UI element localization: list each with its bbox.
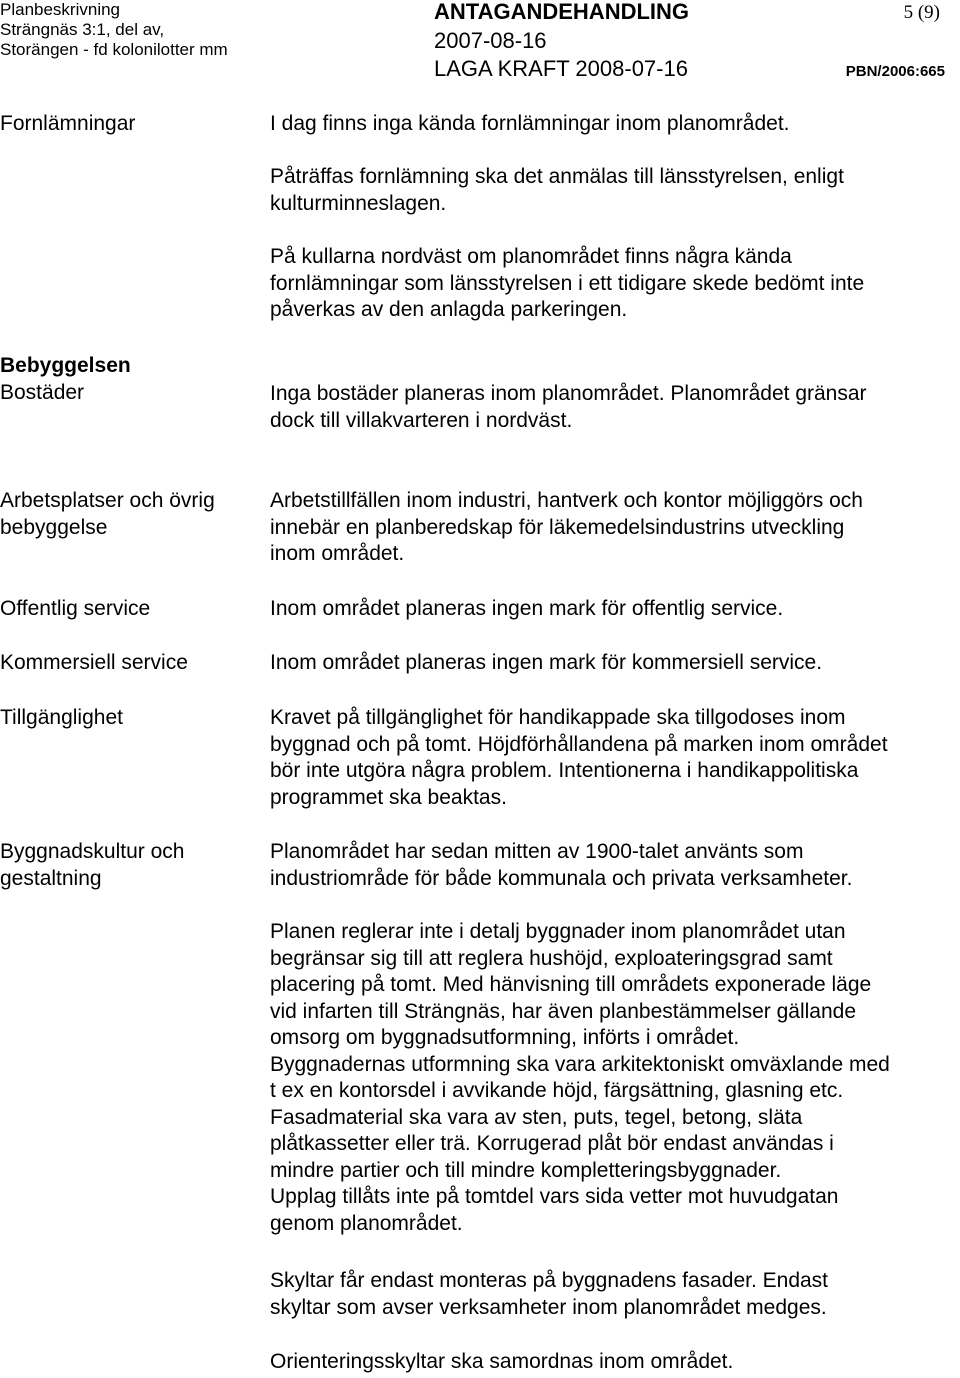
- heading-byggnadskultur: Byggnadskultur och gestaltning: [0, 840, 185, 890]
- paragraph: Inom området planeras ingen mark för offentlig service.: [270, 597, 784, 620]
- paragraph: Påträffas fornlämning ska det anmälas till länsstyrelsen, enligt kulturminneslagen.: [270, 165, 844, 215]
- laga-kraft: LAGA KRAFT 2008-07-16: [434, 56, 688, 81]
- heading-arbetsplatser: Arbetsplatser och övrig bebyggelse: [0, 489, 215, 539]
- heading-offentlig-service: Offentlig service: [0, 597, 151, 620]
- paragraph: I dag finns inga kända fornlämningar inom planområdet.: [270, 112, 790, 135]
- page-number: 5 (9): [903, 2, 940, 23]
- doc-type: Planbeskrivning: [0, 0, 121, 19]
- paragraph: Planområdet har sedan mitten av 1900-talet använts som industriområde för både kommunala och privata verksamheter.: [270, 840, 853, 890]
- place-line-1: Strängnäs 3:1, del av,: [0, 20, 165, 39]
- paragraph: Skyltar får endast monteras på byggnadens fasader. Endast skyltar som avser verksamheter inom planområdet medges.: [270, 1269, 829, 1319]
- paragraph: Orienteringsskyltar ska samordnas inom området.: [270, 1350, 734, 1373]
- status-title: ANTAGANDEHANDLING: [434, 0, 690, 24]
- paragraph: Inga bostäder planeras inom planområdet. Planområdet gränsar dock till villakvarteren i nordväst.: [270, 382, 867, 432]
- paragraph: Inom området planeras ingen mark för kommersiell service.: [270, 651, 823, 674]
- place-line-2: Storängen - fd kolonilotter mm: [0, 40, 228, 59]
- subheading-bostader: Bostäder: [0, 381, 85, 404]
- paragraph: Planen reglerar inte i detalj byggnader inom planområdet utan begränsar sig till att reglera hushöjd, exploateringsgrad samt placering på tomt. Med hänvisning till områdets exponerade läge vid infarten till Strängnäs, har även planbestämmelser gällande omsorg om byggnadsutformning, införts i området. Byggnadernas utformning ska vara arkitektoniskt omväxlande med t ex en kontorsdel i avvikande höjd, färgsättning, glasning etc. Fasadmaterial ska vara av sten, puts, tegel, betong, släta plåtkassetter eller trä. Korrugerad plåt bör endast användas i mindre partier och till mindre kompletteringsbyggnader. Upplag tillåts inte på tomtdel vars sida vetter mot huvudgatan genom planområdet.: [270, 920, 890, 1235]
- paragraph: Arbetstillfällen inom industri, hantverk och kontor möjliggörs och innebär en planberedskap för läkemedelsindustrins utveckling inom området.: [270, 489, 863, 565]
- heading-tillganglighet: Tillgänglighet: [0, 706, 123, 729]
- paragraph: På kullarna nordväst om planområdet finns några kända fornlämningar som länsstyrelsen i ett tidigare skede bedömt inte påverkas av den anlagda parkeringen.: [270, 245, 865, 321]
- reference-number: PBN/2006:665: [845, 63, 945, 80]
- date: 2007-08-16: [434, 28, 547, 53]
- heading-kommersiell-service: Kommersiell service: [0, 651, 188, 674]
- heading-bebyggelsen: Bebyggelsen: [0, 354, 131, 377]
- paragraph: Kravet på tillgänglighet för handikappade ska tillgodoses inom byggnad och på tomt. Höjdförhållandena på marken inom området bör inte utgöra några problem. Intentionerna i handikappolitiska programmet ska beaktas.: [270, 706, 888, 809]
- heading-fornlamningar: Fornlämningar: [0, 112, 136, 135]
